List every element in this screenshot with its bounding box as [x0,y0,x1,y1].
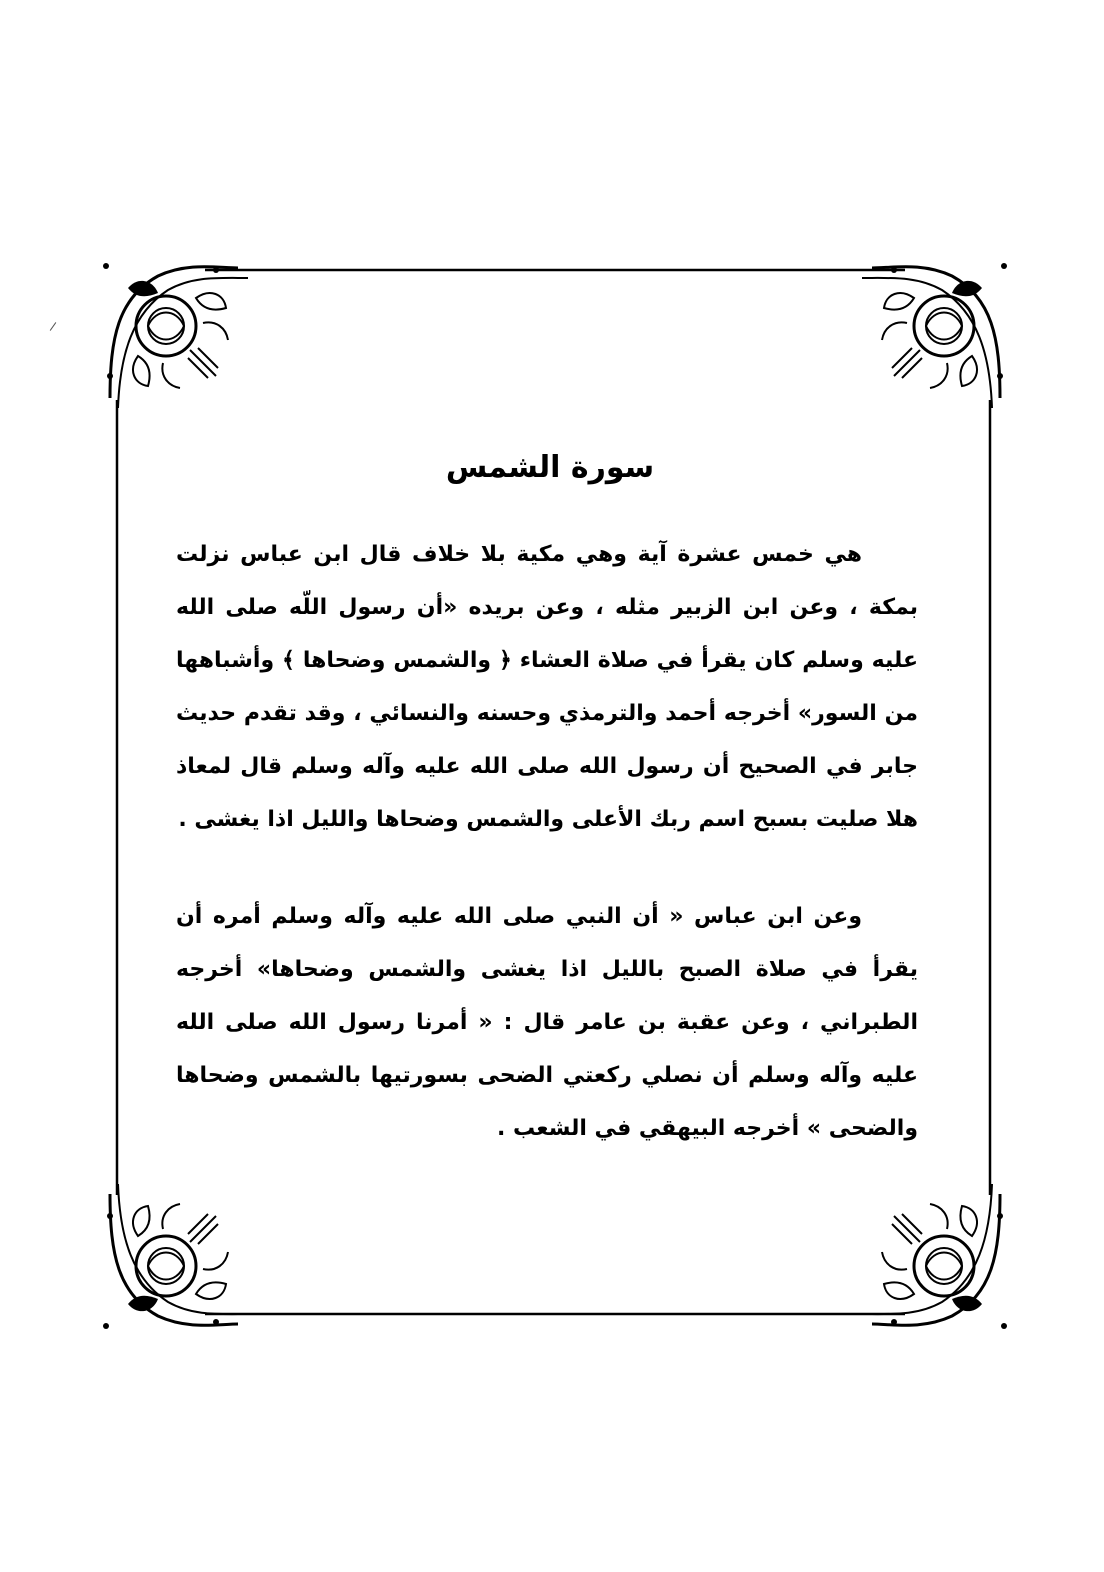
paragraph-2: وعن ابن عباس « أن النبي صلى الله عليه وآله وسلم أمره أن يقرأ في صلاة الصبح بالليل اذا يغشى والشمس وضحاها» أخرجه الطبراني ، وعن عقبة بن عامر قال : « أمرنا رسول الله صلى الله عليه وآله وسلم أن نصلي ركعتي الضحى بسورتيها بالشمس وضحاها والضحى » أخرجه البيهقي في الشعب . [176,904,918,1141]
corner-ornament-top-left [103,263,248,408]
paragraph-1: هي خمس عشرة آية وهي مكية بلا خلاف قال ابن عباس نزلت بمكة ، وعن ابن الزبير مثله ، وعن بريده «أن رسول اللّه صلى الله عليه وسلم كان يقرأ في صلاة العشاء ﴿ والشمس وضحاها ﴾ وأشباهها من السور» أخرجه أحمد والترمذي وحسنه والنسائي ، وقد تقدم حديث جابر في الصحيح أن رسول الله صلى الله عليه وآله وسلم قال لمعاذ هلا صليت بسبح اسم ربك الأعلى والشمس وضحاها والليل اذا يغشى . [176,542,918,832]
corner-ornament-bottom-right [862,1184,1007,1329]
corner-ornament-top-right [862,263,1007,408]
page-title: سورة الشمس [445,450,655,485]
corner-ornament-bottom-left [103,1184,248,1329]
